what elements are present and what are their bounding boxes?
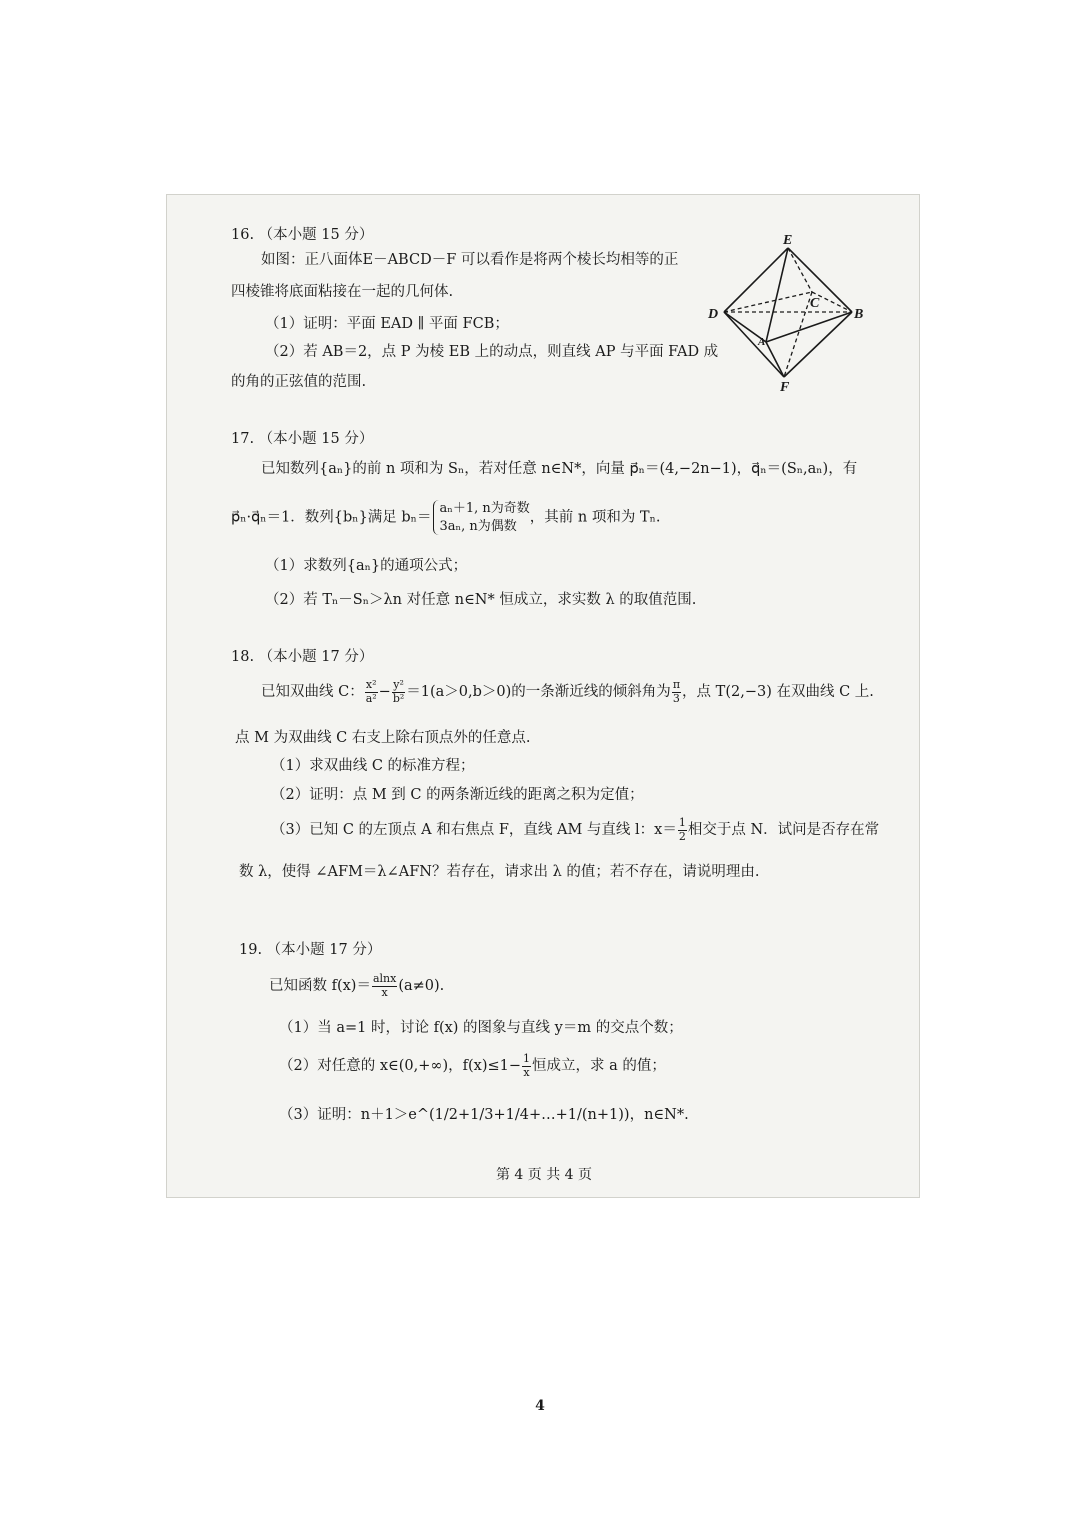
q18-line2: 点 M 为双曲线 C 右支上除右顶点外的任意点. [235,730,531,746]
edge-AB [766,312,852,342]
q17-part1: （1）求数列{aₙ}的通项公式； [265,558,468,574]
q16-header: 16. （本小题 15 分） [231,227,374,243]
label-E: E [783,233,793,248]
q18-line1-start: 已知双曲线 C： [261,684,364,701]
q19-part1: （1）当 a=1 时，讨论 f(x) 的图象与直线 y＝m 的交点个数； [279,1020,683,1036]
frac-alnx-x: $\frac{alnx}{x}$ [372,972,397,999]
label-D: D [708,307,719,322]
frac-y2-b2: $\frac{\text{y²}}{\text{b²}}$ [392,678,405,705]
q17-case-even: 3aₙ, n为偶数 [439,518,517,534]
frac-one-half: $\frac{1}{2}$ [678,816,686,843]
q18-header: 18. （本小题 17 分） [231,649,374,665]
q17-line2 [231,500,661,535]
edge-EC-hidden [788,248,812,292]
q18-part3-start: （3）已知 C 的左顶点 A 和右焦点 F，直线 AM 与直线 l：x＝ [271,822,677,839]
q16-part2: （2）若 AB＝2，点 P 为棱 EB 上的动点，则直线 AP 与平面 FAD 成 [265,344,719,360]
q19-part2-end: 恒成立，求 a 的值； [532,1058,666,1075]
edge-ED [724,248,788,312]
frac-x2-a2: $\frac{\text{x²}}{\text{a²}}$ [365,678,377,705]
page-number: 4 [535,1398,545,1414]
q16-part2-cont: 的角的正弦值的范围. [231,374,367,390]
label-F: F [780,380,790,392]
q17-line2-end: ，其前 n 项和为 Tₙ. [529,509,661,526]
q18-part3-cont: 数 λ，使得 ∠AFM＝λ∠AFN？若存在，请求出 λ 的值；若不存在，请说明理由. [239,864,760,880]
q17-part2: （2）若 Tₙ－Sₙ＞λn 对任意 n∈N* 恒成立，求实数 λ 的取值范围. [265,592,697,608]
q16-line2: 四棱锥将底面粘接在一起的几何体. [231,284,454,300]
q19-header: 19. （本小题 17 分） [239,942,382,958]
q19-line1 [269,973,444,999]
edge-DC-hidden [724,292,812,312]
q18-part3-mid: 相交于点 N．试问是否存在常 [687,822,880,839]
q18-part2: （2）证明：点 M 到 C 的两条渐近线的距离之积为定值； [271,787,644,803]
q19-part2 [279,1053,666,1079]
page-footer: 第 4 页 共 4 页 [495,1167,593,1183]
label-C: C [810,296,820,311]
piecewise-brace [433,500,529,535]
edge-EB [788,248,852,312]
frac-pi-3: $\frac{\pi}{3}$ [672,678,681,705]
edge-DF [724,312,784,377]
frac-one-over-x: $\frac{1}{x}$ [523,1052,531,1079]
edge-BF [784,312,852,377]
minus-sign: − [378,684,391,701]
q18-line1 [261,679,874,705]
q18-line1-end: ，点 T(2,−3) 在双曲线 C 上. [682,684,874,701]
edge-EA [766,248,788,342]
q16-line1: 如图：正八面体E－ABCD－F 可以看作是将两个棱长均相等的正 [261,252,679,268]
q19-part2-start: （2）对任意的 x∈(0,+∞)，f(x)≤1− [279,1058,522,1075]
q19-line1-end: (a≠0). [398,978,445,995]
q19-part3: （3）证明：n＋1＞e^(1/2+1/3+1/4+…+1/(n+1))，n∈N*. [279,1107,689,1123]
q17-header: 17. （本小题 15 分） [231,431,374,447]
q17-line1: 已知数列{aₙ}的前 n 项和为 Sₙ，若对任意 n∈N*，向量 p⃗ₙ＝(4,−2n−1)，q⃗ₙ＝(Sₙ,aₙ)，有 [261,461,858,477]
q19-line1-start: 已知函数 f(x)＝ [269,978,371,995]
label-A: A [758,336,766,348]
q18-part3 [271,817,879,843]
q17-case-odd: aₙ＋1, n为奇数 [439,501,530,516]
label-B: B [854,307,864,322]
q18-line1-mid: ＝1(a＞0,b＞0)的一条渐近线的倾斜角为 [406,684,671,701]
q17-line2-start: p⃗ₙ·q⃗ₙ＝1．数列{bₙ}满足 bₙ＝ [231,509,432,526]
q16-part1: （1）证明：平面 EAD ∥ 平面 FCB； [265,316,509,332]
q18-part1: （1）求双曲线 C 的标准方程； [271,758,475,774]
octahedron-figure [706,232,866,392]
